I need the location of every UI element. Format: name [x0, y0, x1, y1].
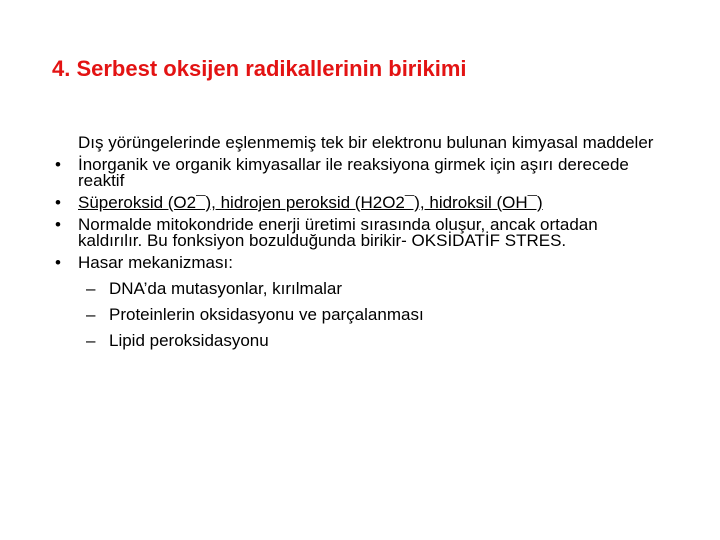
- list-item: [0, 255, 720, 271]
- list-item-text: Hasar mekanizması:: [78, 253, 233, 272]
- bullet: •: [55, 215, 61, 234]
- dash: –: [86, 279, 96, 298]
- sub-list-item-text: Proteinlerin oksidasyonu ve parçalanması: [109, 305, 424, 324]
- list-item-text: Süperoksid (O2¯), hidrojen peroksid (H2O2¯), hidroksil (OH¯): [78, 193, 543, 212]
- bullet: •: [55, 253, 61, 272]
- list-item: [0, 135, 720, 151]
- bullet: •: [55, 193, 61, 212]
- list-item-text: Normalde mitokondride enerji üretimi sırasında oluşur, ancak ortadan kaldırılır. Bu fonksiyon bozulduğunda birikir- OKSİDATİF STRES.: [78, 215, 598, 250]
- dash: –: [86, 331, 96, 350]
- slide-body: [0, 135, 720, 349]
- list-item: [0, 195, 720, 211]
- list-item: [0, 157, 720, 189]
- list-item-text: Dış yörüngelerinde eşlenmemiş tek bir elektronu bulunan kimyasal maddeler: [78, 133, 654, 152]
- sub-list-item-text: Lipid peroksidasyonu: [109, 331, 269, 350]
- sub-list-item: [0, 281, 720, 297]
- list-item: [0, 217, 720, 249]
- dash: –: [86, 305, 96, 324]
- list-item-text: İnorganik ve organik kimyasallar ile reaksiyona girmek için aşırı derecede reaktif: [78, 155, 629, 190]
- sub-list-item: [0, 333, 720, 349]
- sub-list-item: [0, 307, 720, 323]
- slide-title: 4. Serbest oksijen radikallerinin birikimi: [52, 56, 467, 81]
- sub-list-item-text: DNA’da mutasyonlar, kırılmalar: [109, 279, 343, 298]
- bullet: •: [55, 155, 61, 174]
